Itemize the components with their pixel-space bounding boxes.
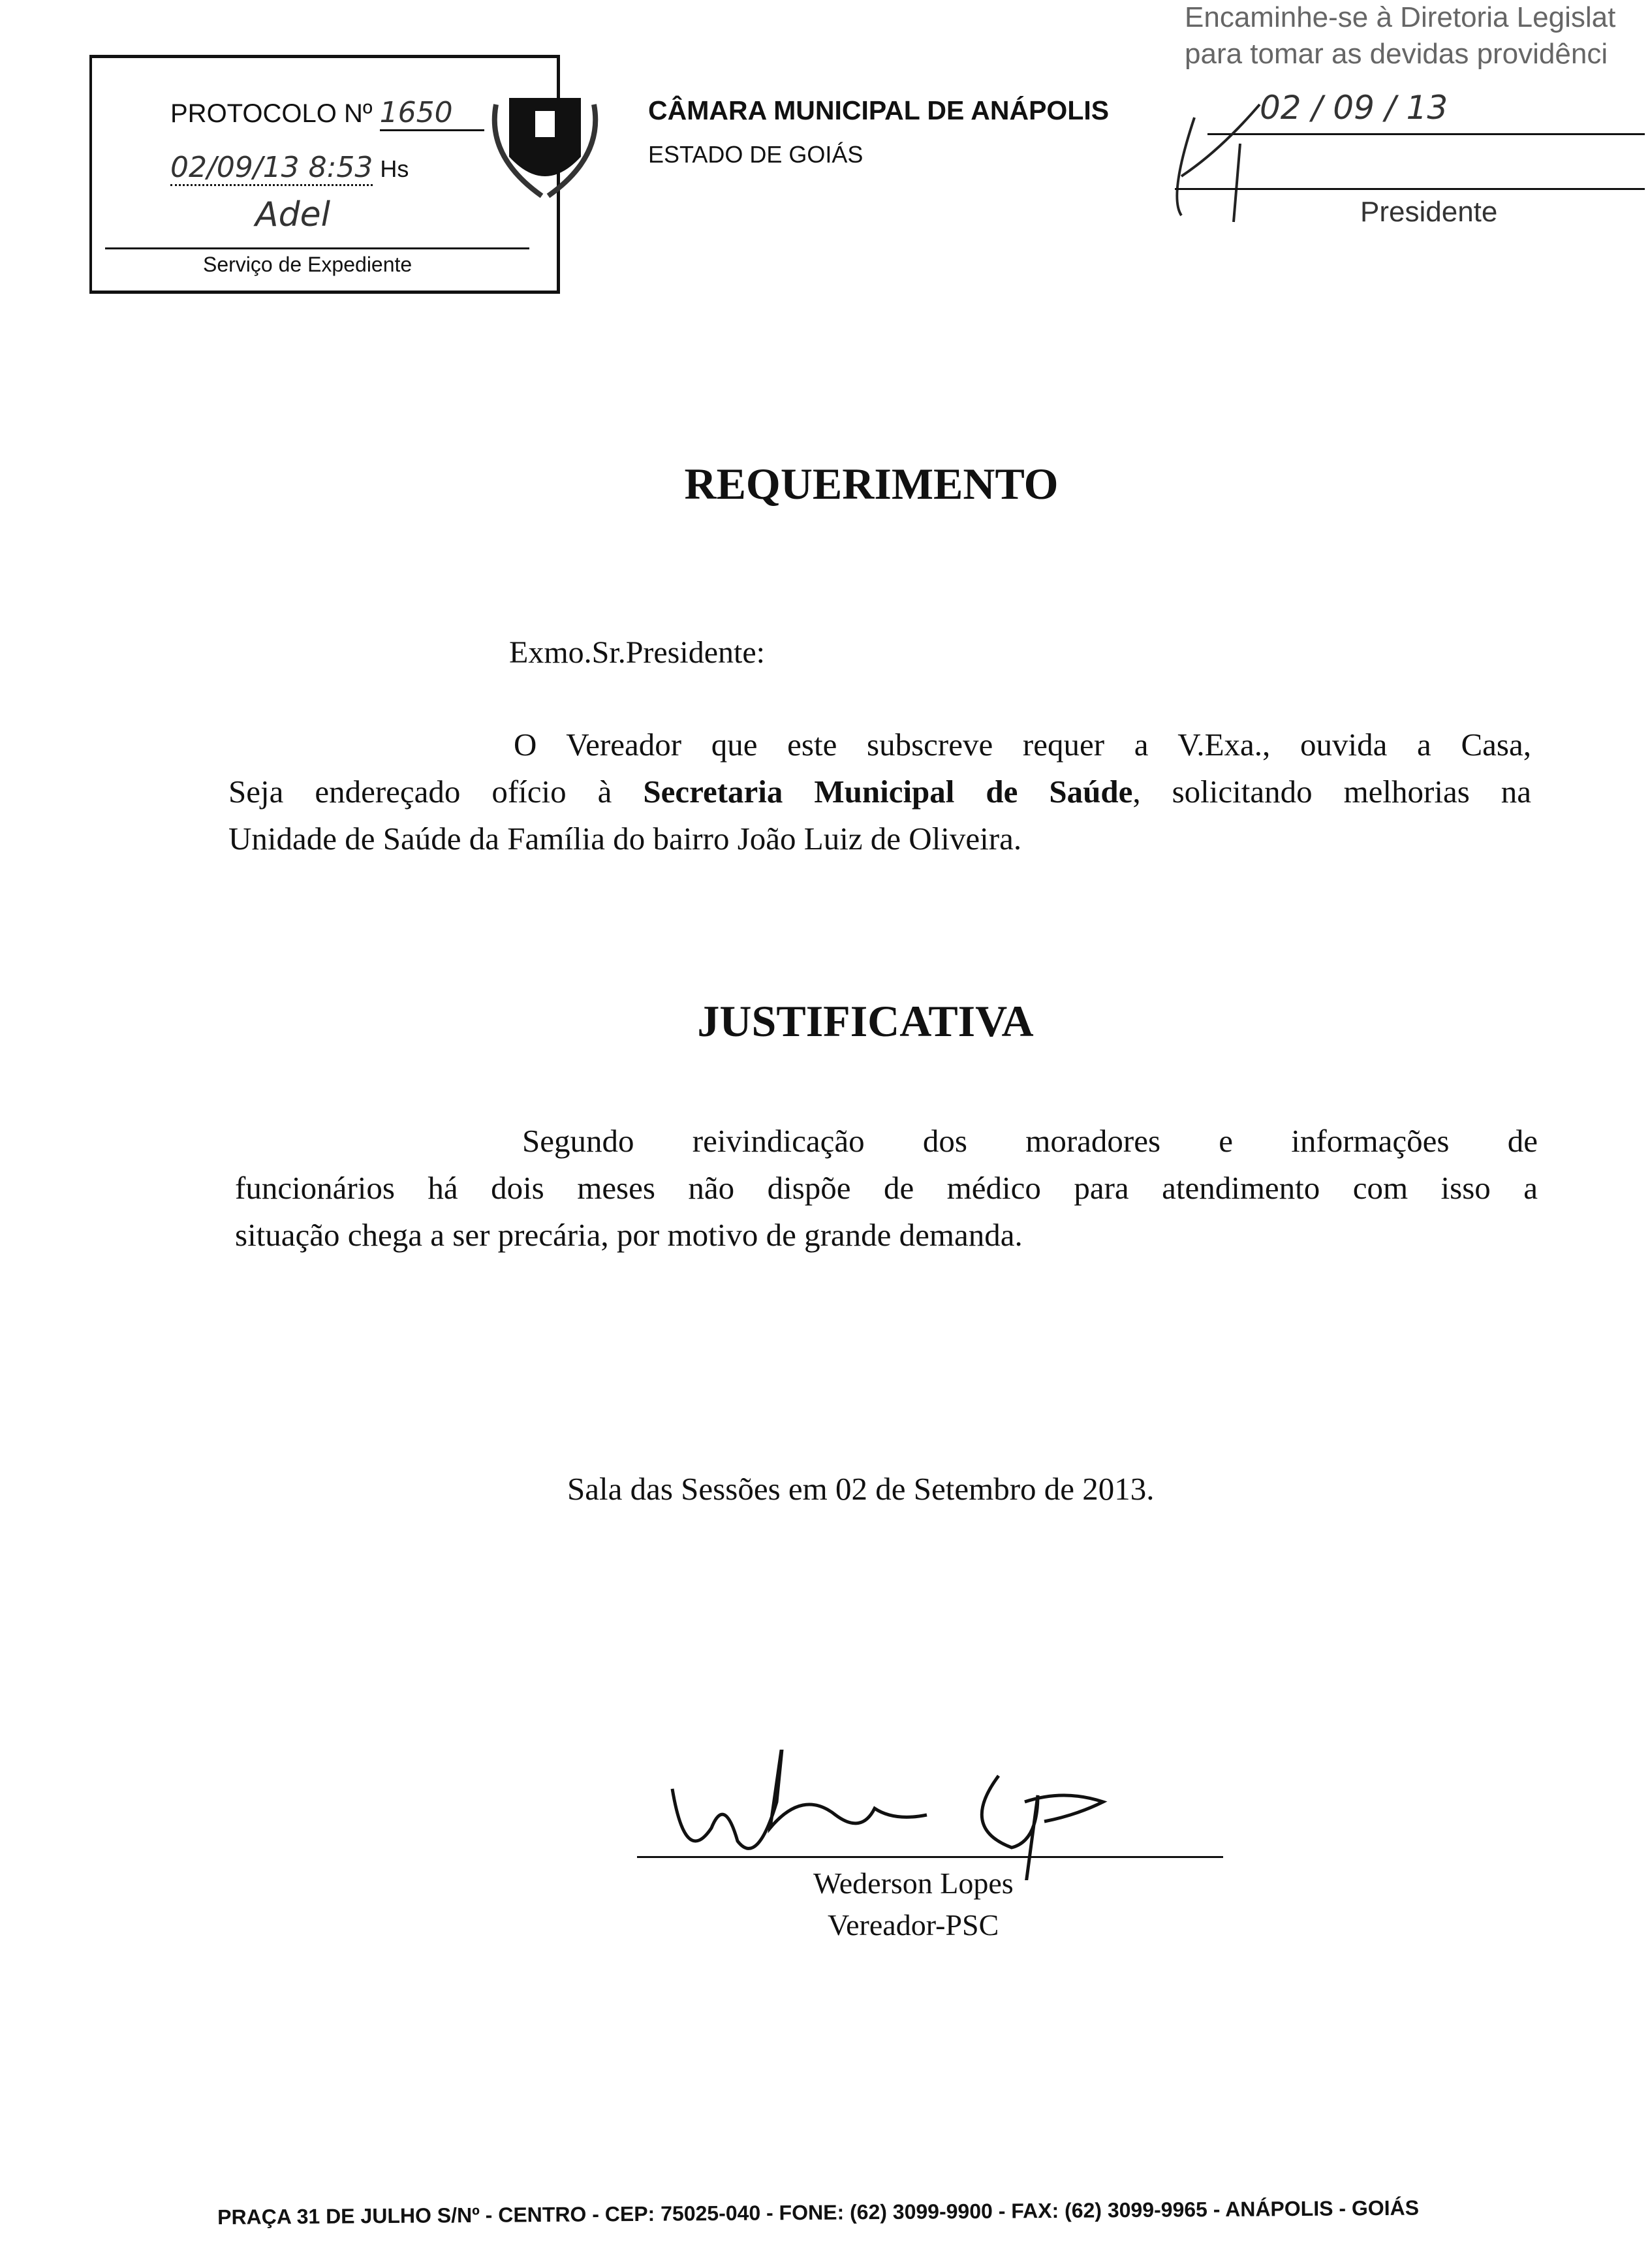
justification-line-2: funcionários há dois meses não dispõe de médico para atendimento com isso a xyxy=(235,1170,1538,1206)
justification-title: JUSTIFICATIVA xyxy=(697,996,1034,1046)
stamp-divider xyxy=(105,247,529,249)
signer-signature xyxy=(659,1750,1168,1880)
coat-of-arms-icon xyxy=(483,78,620,209)
footer-address: PRAÇA 31 DE JULHO S/Nº - CENTRO - CEP: 75025-040 - FONE: (62) 3099-9900 - FAX: (62) 3099-9965 - ANÁPOLIS - GOIÁS xyxy=(217,2196,1420,2229)
protocol-datetime: 02/09/13 8:53 xyxy=(170,151,373,186)
request-line-1: O Vereador que este subscreve requer a V.Exa., ouvida a Casa, xyxy=(514,727,1531,763)
request-line-3: Unidade de Saúde da Família do bairro João Luiz de Oliveira. xyxy=(228,821,1022,857)
stamp-initials: Adel xyxy=(255,195,331,234)
hour-suffix: Hs xyxy=(380,155,409,182)
salutation: Exmo.Sr.Presidente: xyxy=(509,635,765,670)
protocol-number: 1650 xyxy=(380,96,484,131)
justification-line-3: situação chega a ser precária, por motivo de grande demanda. xyxy=(235,1217,1023,1253)
request-line-2: Seja endereçado ofício à Secretaria Municipal de Saúde, solicitando melhorias na xyxy=(228,774,1532,810)
dispatch-date: 02 / 09 / 13 xyxy=(1260,89,1448,127)
request-body xyxy=(228,721,1531,862)
dispatch-line-2: para tomar as devidas providênci xyxy=(1185,38,1608,70)
request-title: REQUERIMENTO xyxy=(684,459,1059,509)
signer-name: Wederson Lopes xyxy=(813,1866,1014,1900)
justification-body xyxy=(235,1118,1538,1259)
justification-line-1: Segundo reivindicação dos moradores e informações de xyxy=(522,1123,1538,1159)
place-date: Sala das Sessões em 02 de Setembro de 2013. xyxy=(567,1471,1155,1507)
protocol-label: PROTOCOLO Nº xyxy=(170,99,373,128)
president-signature xyxy=(1168,98,1331,228)
institution-name: CÂMARA MUNICIPAL DE ANÁPOLIS xyxy=(648,95,1110,125)
signer-role: Vereador-PSC xyxy=(828,1908,999,1942)
stamp-department: Serviço de Expediente xyxy=(203,253,412,276)
secretariat-name: Secretaria Municipal de Saúde xyxy=(643,774,1133,810)
president-line xyxy=(1175,188,1645,190)
state-name: ESTADO DE GOIÁS xyxy=(648,141,864,168)
dispatch-line-1: Encaminhe-se à Diretoria Legislat xyxy=(1185,1,1616,33)
signature-line xyxy=(637,1856,1223,1858)
president-label: Presidente xyxy=(1360,196,1498,228)
